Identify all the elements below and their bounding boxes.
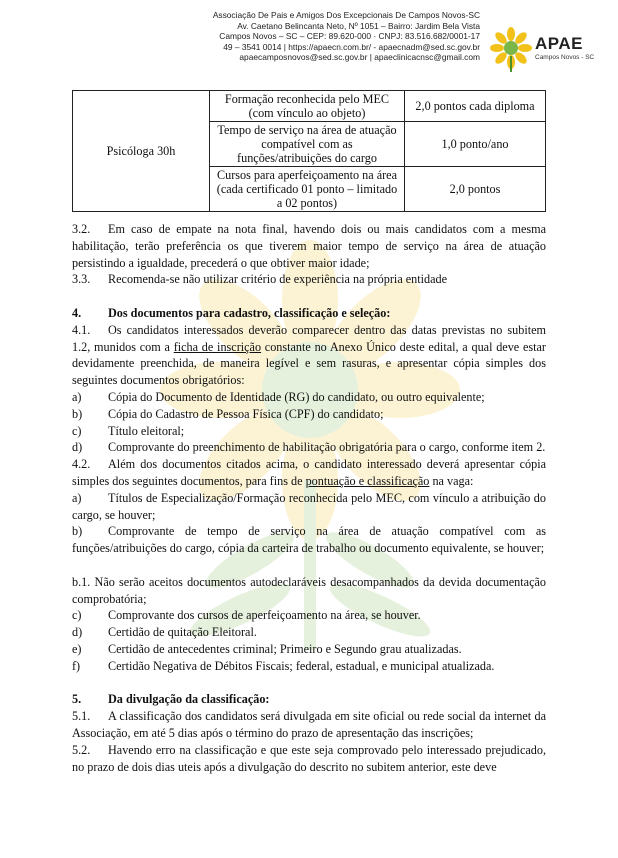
paragraph-4-2 [72, 456, 546, 490]
paragraph-4-1 [72, 322, 546, 389]
header-line: 49 – 3541 0014 | https://apaecn.com.br/ - apaecnadm@sed.sc.gov.br [223, 41, 480, 52]
section-heading-4 [72, 305, 546, 322]
list-label: b) [72, 406, 83, 421]
list-label: a) [72, 490, 82, 505]
criterio-cell: Formação reconhecida pelo MEC (com vínculo ao objeto) [210, 91, 405, 122]
item-number: 3.3. [72, 272, 91, 287]
cargo-cell: Psicóloga 30h [73, 91, 210, 212]
list-text: Certidão de antecedentes criminal; Primeiro e Segundo grau atualizadas. [108, 641, 462, 656]
list-label: c) [72, 423, 82, 438]
item-number: 4.1. [72, 322, 91, 337]
paragraph-text: Havendo erro na classificação e que este seja comprovado pelo interessado prejudicado, no prazo de dois dias uteis após a divulgação do descrito no subitem anterior, este deve [72, 742, 546, 774]
list-item [72, 490, 546, 524]
list-text: Comprovante de tempo de serviço na área de atuação compatível com as funções/atribuições do cargo, cópia da carteira de trabalho ou documento equivalente, se houver; [72, 524, 546, 556]
section-heading-5 [72, 691, 546, 708]
section-number: 4. [72, 305, 82, 320]
criterio-cell: Tempo de serviço na área de atuação compatível com as funções/atribuições do cargo [210, 122, 405, 167]
pontos-cell: 1,0 ponto/ano [405, 122, 546, 167]
list-label: d) [72, 625, 83, 640]
list-label: d) [72, 440, 83, 455]
list-label: a) [72, 389, 82, 404]
list-text: Comprovante dos cursos de aperfeiçoamento na área, se houver. [108, 608, 421, 623]
list-item [72, 607, 546, 624]
paragraph-text: constante no Anexo Único deste edital, a qual deve estar devidamente preenchida, de maneira legível e sem rasuras, e apresentar cópia simples dos seguintes documentos obrigatórios: [72, 339, 546, 388]
list-label: c) [72, 608, 82, 623]
list-text: Cópia do Cadastro de Pessoa Física (CPF) do candidato; [108, 406, 384, 421]
list-label: e) [72, 641, 82, 656]
list-item [72, 658, 546, 675]
paragraph-5-2 [72, 742, 546, 776]
paragraph-5-1 [72, 708, 546, 742]
list-text: Título eleitoral; [108, 423, 185, 438]
apae-logo [489, 26, 609, 76]
header-line: Av. Caetano Belincanta Neto, Nº 1051 – Bairro: Jardim Bela Vista [237, 20, 480, 31]
paragraph-text: A classificação dos candidatos será divulgada em site oficial ou rede social da internet da Associação, em até 5 dias após o término do prazo de apresentação das inscrições; [72, 709, 546, 740]
list-text: Certidão Negativa de Débitos Fiscais; federal, estadual, e municipal atualizada. [108, 658, 495, 673]
paragraph-text: Os candidatos interessados deverão comparecer dentro das datas previstas no subitem 1.2, munidos com a [72, 322, 546, 354]
letterhead [150, 10, 480, 63]
paragraph-text: Recomenda-se não utilizar critério de experiência na própria entidade [108, 272, 448, 287]
paragraph-3-2 [72, 221, 546, 271]
section-title: Da divulgação da classificação: [108, 692, 270, 707]
list-item [72, 423, 546, 440]
header-line: Campos Novos – SC – CEP: 89.620-000 · CNPJ: 83.516.682/0001-17 [219, 31, 480, 42]
document-body [72, 221, 546, 775]
section-number: 5. [72, 692, 82, 707]
pontos-cell: 2,0 pontos cada diploma [405, 91, 546, 122]
paragraph-text: na vaga: [429, 473, 474, 488]
list-item [72, 439, 546, 456]
logo-text: APAE [535, 34, 583, 53]
list-text: Certidão de quitação Eleitoral. [108, 625, 257, 640]
ficha-link[interactable]: ficha de inscrição [173, 339, 262, 354]
list-item [72, 624, 546, 641]
note-b1: b.1. Não serão aceitos documentos autodeclaráveis desacompanhados da devida documentação comprobatória; [72, 574, 546, 606]
pontuacao-link[interactable]: pontuação e classificação [305, 473, 430, 488]
list-item [72, 641, 546, 658]
section-title: Dos documentos para cadastro, classificação e seleção: [108, 305, 391, 320]
logo-subtitle: Campos Novos - SC [535, 54, 595, 61]
pontos-cell: 2,0 pontos [405, 167, 546, 212]
list-item [72, 406, 546, 423]
item-number: 5.2. [72, 742, 91, 757]
criterio-cell: Cursos para aperfeiçoamento na área (cada certificado 01 ponto – limitado a 02 pontos) [210, 167, 405, 212]
item-number: 4.2. [72, 457, 91, 472]
paragraph-3-3 [72, 271, 546, 288]
item-number: 3.2. [72, 222, 91, 236]
list-text: Cópia do Documento de Identidade (RG) do candidato, ou outro equivalente; [108, 389, 485, 404]
table-row [73, 91, 546, 122]
list-label: b) [72, 524, 83, 539]
header-line: apaecamposnovos@sed.sc.gov.br | apaeclinicacnsc@gmail.com [239, 52, 480, 63]
list-item [72, 523, 546, 557]
paragraph-text: Em caso de empate na nota final, havendo dois ou mais candidatos com a mesma habilitação, terão preferência os que tiverem maior tempo de serviço na área de atuação persistindo a igualdade, precederá o que obtiver maior idade; [72, 222, 546, 270]
list-label: f) [72, 658, 81, 673]
scoring-table [72, 90, 546, 212]
flower-icon [489, 26, 533, 74]
item-number: 5.1. [72, 709, 91, 724]
list-text: Comprovante do preenchimento de habilitação obrigatória para o cargo, conforme item 2. [108, 440, 546, 455]
list-item [72, 389, 546, 406]
list-text: Títulos de Especialização/Formação reconhecida pelo MEC, com vínculo a atribuição do cargo, se houver; [72, 490, 546, 522]
header-line: Associação De Pais e Amigos Dos Excepcionais De Campos Novos-SC [212, 10, 480, 20]
paragraph-text: Além dos documentos citados acima, o candidato interessado deverá apresentar cópia simples dos seguintes documentos, para fins de [72, 457, 546, 488]
